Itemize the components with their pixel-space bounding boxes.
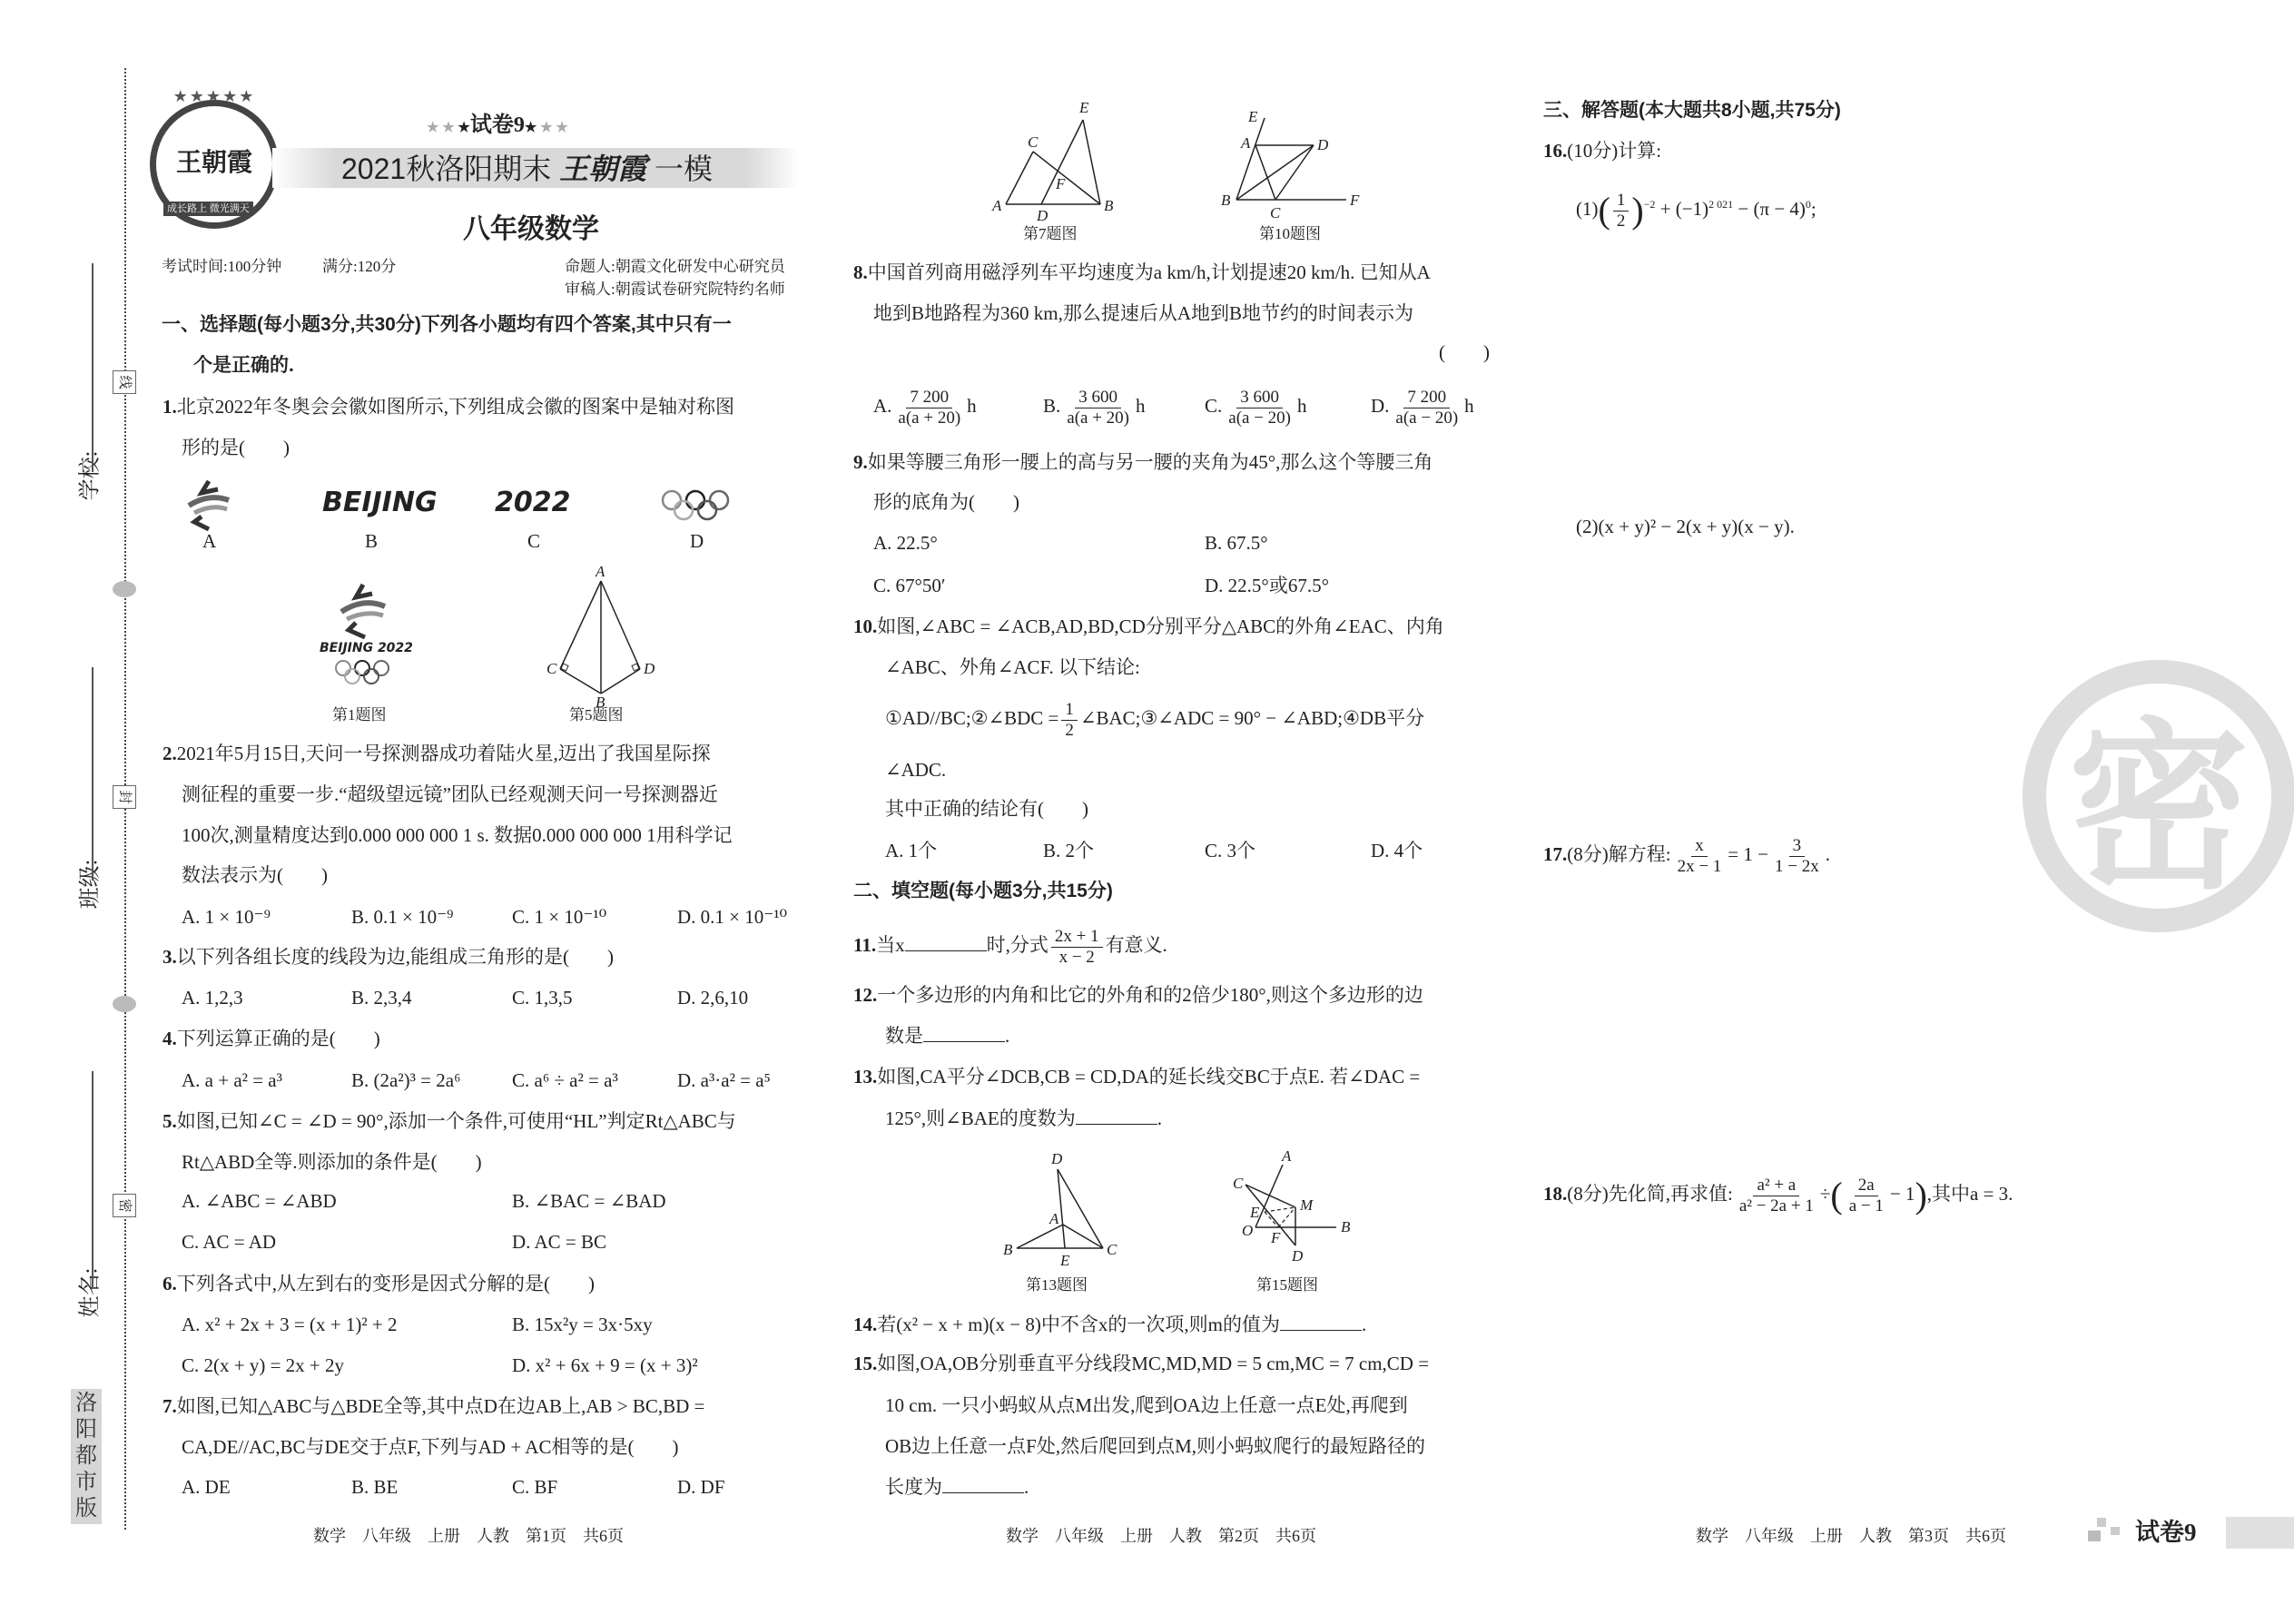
option-d: D. 0.1 × 10⁻¹⁰ bbox=[677, 906, 788, 928]
answer-blank[interactable] bbox=[905, 934, 987, 951]
text-fragment: −2 bbox=[1643, 198, 1656, 211]
text-fragment: 18. bbox=[1543, 1183, 1568, 1205]
binding-ornament-icon bbox=[113, 581, 136, 597]
exam-time: 考试时间:100分钟 bbox=[162, 258, 282, 275]
text-fragment: a² − 2a + 1 bbox=[1738, 1196, 1814, 1216]
question-text: 如果等腰三角形一腰上的高与另一腰的夹角为45°,那么这个等腰三角 bbox=[867, 451, 1433, 473]
question-number: 8. bbox=[853, 261, 868, 283]
text-fragment: 长度为 bbox=[885, 1476, 942, 1498]
question-number: 1. bbox=[162, 396, 177, 418]
option-d: D. x² + 6x + 9 = (x + 3)² bbox=[512, 1354, 698, 1376]
answer-blank[interactable] bbox=[1076, 1107, 1157, 1125]
text-fragment: 7 200 bbox=[1403, 388, 1450, 408]
answer-blank[interactable] bbox=[1280, 1314, 1362, 1331]
text-fragment: (1) bbox=[1576, 198, 1599, 220]
option-b: B. 15x²y = 3x·5xy bbox=[512, 1314, 653, 1335]
text-fragment: 2a bbox=[1855, 1176, 1878, 1196]
question-text: 下列各式中,从左到右的变形是因式分解的是( ) bbox=[176, 1273, 595, 1294]
text-fragment: ; bbox=[1810, 198, 1816, 220]
text-fragment: C. bbox=[1205, 395, 1223, 417]
point-label: C bbox=[1270, 204, 1281, 221]
question-text: 中国首列商用磁浮列车平均速度为a km/h,计划提速20 km/h. 已知从A bbox=[867, 261, 1431, 283]
question-number: 2. bbox=[162, 743, 177, 764]
option-c bbox=[1205, 383, 1307, 428]
series-title bbox=[427, 113, 568, 141]
text-fragment: 12. bbox=[853, 984, 878, 1006]
figure-10-caption: 第10题图 bbox=[1259, 225, 1321, 242]
question-text: 数法表示为( ) bbox=[182, 864, 328, 886]
star-icon: ★ bbox=[458, 121, 470, 135]
text-fragment: D. bbox=[1371, 395, 1390, 417]
text-fragment: B. bbox=[1043, 395, 1061, 417]
emblem-part-b: BEIJING bbox=[322, 487, 438, 518]
text-fragment: 13. bbox=[853, 1066, 878, 1088]
footer-decor-icon bbox=[2111, 1527, 2120, 1535]
text-fragment: 如图,OA,OB分别垂直平分线段MC,MD,MD = 5 cm,MC = 7 cm,CD = bbox=[877, 1353, 1430, 1374]
text-fragment: ÷ bbox=[1819, 1183, 1831, 1205]
text-fragment: a(a − 20) bbox=[1395, 408, 1459, 428]
footer-gray-tab bbox=[2226, 1517, 2294, 1549]
option-c: C. 2(x + y) = 2x + 2y bbox=[182, 1354, 345, 1376]
exam-title-suffix: 一模 bbox=[655, 153, 714, 185]
question-number: 10. bbox=[853, 615, 878, 637]
text-fragment: OB边上任意一点F处,然后爬回到点M,则小蚂蚁爬行的最短路径的 bbox=[885, 1435, 1426, 1457]
question-text: 其中正确的结论有( ) bbox=[885, 798, 1088, 820]
figure-13-caption: 第13题图 bbox=[1026, 1276, 1088, 1294]
option-b: B. 67.5° bbox=[1205, 532, 1268, 554]
question-text: 以下列各组长度的线段为边,能组成三角形的是( ) bbox=[176, 946, 614, 968]
question-number: 3. bbox=[162, 946, 177, 968]
text-fragment: 7 200 bbox=[906, 388, 952, 408]
option-b: B. (2a²)³ = 2a⁶ bbox=[351, 1069, 461, 1091]
text-fragment: 16. bbox=[1543, 140, 1568, 162]
option-c: C. 3个 bbox=[1205, 840, 1256, 861]
question-text: 100次,测量精度达到0.000 000 000 1 s. 数据0.000 000 000 1用科学记 bbox=[182, 824, 733, 846]
olympic-rings-icon bbox=[661, 488, 730, 525]
seal-mark-seal: 封 bbox=[113, 785, 136, 809]
figure-7-caption: 第7题图 bbox=[1023, 225, 1078, 242]
text-fragment: 2x − 1 bbox=[1677, 856, 1722, 876]
text-fragment: a² + a bbox=[1753, 1176, 1799, 1196]
text-fragment: 如图,CA平分∠DCB,CB = CD,DA的延长线交BC于点E. 若∠DAC = bbox=[877, 1066, 1421, 1088]
question-16-part-2: (2)(x + y)² − 2(x + y)(x − y). bbox=[1576, 516, 1795, 537]
school-field[interactable] bbox=[92, 263, 94, 472]
figure-5-caption: 第5题图 bbox=[569, 706, 624, 723]
question-number: 6. bbox=[162, 1273, 177, 1294]
point-label: B bbox=[1104, 197, 1114, 214]
section-2-title: 二、填空题(每小题3分,共15分) bbox=[853, 881, 1113, 901]
class-label: 班级: bbox=[78, 859, 103, 910]
option-d: D. 4个 bbox=[1371, 840, 1423, 861]
point-label: D bbox=[1037, 207, 1049, 222]
figure-10-diagram bbox=[1216, 100, 1371, 222]
text-fragment: 2 021 bbox=[1708, 198, 1734, 211]
text-fragment: 3 600 bbox=[1075, 388, 1121, 408]
option-d: D. AC = BC bbox=[512, 1231, 607, 1253]
point-label: E bbox=[1079, 100, 1089, 116]
question-number: 5. bbox=[162, 1110, 177, 1132]
footer-page-1: 数学 八年级 上册 人教 第1页 共6页 bbox=[313, 1527, 624, 1545]
option-a: A. 22.5° bbox=[873, 532, 938, 554]
question-text: 2021年5月15日,天问一号探测器成功着陆火星,迈出了我国星际探 bbox=[176, 743, 711, 764]
figure-5-diagram bbox=[536, 563, 672, 708]
option-b: B. 2,3,4 bbox=[351, 987, 412, 1009]
option-c: C. a⁶ ÷ a² = a³ bbox=[512, 1069, 618, 1091]
option-c: C. 67°50′ bbox=[873, 575, 946, 596]
point-label: F bbox=[1350, 192, 1360, 209]
option-b: B. 0.1 × 10⁻⁹ bbox=[351, 906, 454, 928]
question-text: 如图,已知∠C = ∠D = 90°,添加一个条件,可使用“HL”判定Rt△ABC与 bbox=[176, 1110, 736, 1132]
emblem-part-c: 2022 bbox=[495, 487, 571, 518]
point-label: D bbox=[1292, 1247, 1304, 1265]
text-fragment: 11. bbox=[853, 934, 877, 956]
option-a bbox=[873, 383, 977, 428]
point-label: M bbox=[1300, 1196, 1314, 1214]
option-a: A. 1个 bbox=[885, 840, 938, 861]
emblem-wordmark: BEIJING 2022 bbox=[320, 641, 413, 655]
text-fragment: x bbox=[1691, 836, 1708, 857]
logo-text: 王朝霞 bbox=[175, 149, 252, 177]
section-3-title: 三、解答题(本大题共8小题,共75分) bbox=[1543, 100, 1841, 121]
option-label-a: A bbox=[202, 530, 217, 552]
answer-blank[interactable] bbox=[942, 1476, 1024, 1493]
seal-mark-line: 线 bbox=[113, 370, 136, 394]
text-fragment: 1 − 2x bbox=[1774, 856, 1819, 876]
figure-7-diagram bbox=[985, 100, 1121, 222]
text-fragment: (8分)解方程: bbox=[1567, 843, 1671, 865]
answer-paren: ( ) bbox=[1439, 341, 1490, 363]
point-label: B bbox=[1003, 1241, 1013, 1258]
logo-ribbon: 成长路上 微光满天 bbox=[163, 202, 253, 216]
point-label: E bbox=[1248, 108, 1258, 125]
question-text: 测征程的重要一步.“超级望远镜”团队已经观测天问一号探测器近 bbox=[182, 783, 718, 805]
watermark-char: 密 bbox=[2067, 710, 2250, 910]
section-1-title: 一、选择题(每小题3分,共30分)下列各小题均有四个答案,其中只有一 bbox=[162, 314, 732, 335]
footer-decor-icon bbox=[2088, 1530, 2101, 1541]
point-label: C bbox=[546, 660, 557, 677]
option-b: B. BE bbox=[351, 1476, 399, 1498]
question-number: 9. bbox=[853, 451, 868, 473]
author: 命题人:朝霞文化研发中心研究员 bbox=[565, 258, 785, 275]
question-18: 18.(8分)先化简,再求值: $\frac{\text{a² + a}}{\text{a² − 2a + 1}}$ ÷( $\frac{2a}{a - 1}$ − 1),其中a = 3. bbox=[1543, 1175, 2013, 1216]
option-a: A. ∠ABC = ∠ABD bbox=[182, 1190, 337, 1212]
figure-15-caption: 第15题图 bbox=[1256, 1276, 1318, 1294]
exam-title-brand: 王朝霞 bbox=[559, 153, 647, 185]
watermark-seal bbox=[2023, 660, 2294, 932]
question-text: ∠ABC、外角∠ACF. 以下结论: bbox=[885, 656, 1140, 678]
point-label: E bbox=[1060, 1252, 1070, 1269]
text-fragment: h bbox=[967, 395, 977, 417]
emblem-part-a-icon bbox=[182, 477, 236, 531]
point-label: A bbox=[596, 563, 605, 580]
star-icon: ★ ★ bbox=[537, 121, 568, 135]
section-1-title-cont: 个是正确的. bbox=[193, 355, 294, 376]
exam-title bbox=[341, 151, 713, 187]
text-fragment: a(a − 20) bbox=[1228, 408, 1292, 428]
text-fragment: 1 bbox=[1613, 191, 1629, 212]
text-fragment: . bbox=[1157, 1107, 1162, 1129]
option-a: A. 1 × 10⁻⁹ bbox=[182, 906, 271, 928]
star-icon: ★ ★ bbox=[427, 121, 458, 135]
question-text: 如图,∠ABC = ∠ACB,AD,BD,CD分别平分△ABC的外角∠EAC、内角 bbox=[877, 615, 1444, 637]
option-b bbox=[1043, 383, 1146, 428]
point-label: D bbox=[644, 660, 655, 677]
question-text: 形的是( ) bbox=[182, 437, 290, 458]
school-label: 学校: bbox=[78, 450, 103, 501]
text-fragment: 1 bbox=[1061, 700, 1078, 721]
point-label: F bbox=[1271, 1229, 1281, 1246]
question-text: 下列运算正确的是( ) bbox=[176, 1028, 380, 1049]
question-text: 北京2022年冬奥会会徽如图所示,下列组成会徽的图案中是轴对称图 bbox=[176, 396, 734, 418]
option-a: A. 1,2,3 bbox=[182, 987, 243, 1009]
option-c: C. AC = AD bbox=[182, 1231, 277, 1253]
class-field[interactable] bbox=[92, 667, 94, 881]
text-fragment: − (π − 4) bbox=[1733, 198, 1806, 220]
full-score: 满分:120分 bbox=[322, 258, 397, 275]
point-label: C bbox=[1028, 133, 1039, 151]
text-fragment: 有意义. bbox=[1105, 934, 1167, 956]
footer-page-3: 数学 八年级 上册 人教 第3页 共6页 bbox=[1696, 1527, 2006, 1545]
option-d bbox=[1371, 383, 1474, 428]
option-label-d: D bbox=[690, 530, 704, 552]
footer-decor-icon bbox=[2097, 1518, 2106, 1527]
option-d: D. 2,6,10 bbox=[677, 987, 749, 1009]
text-fragment: 当x bbox=[876, 934, 905, 956]
point-label: C bbox=[1233, 1175, 1244, 1192]
text-fragment: A. bbox=[873, 395, 892, 417]
option-a: A. a + a² = a³ bbox=[182, 1069, 282, 1091]
text-fragment: + (−1) bbox=[1655, 198, 1709, 220]
text-fragment: a − 1 bbox=[1848, 1196, 1884, 1216]
question-text bbox=[885, 695, 1424, 741]
binding-ornament-icon bbox=[113, 996, 136, 1012]
point-label: B bbox=[1341, 1218, 1351, 1235]
text-fragment: 10 cm. 一只小蚂蚁从点M出发,爬到OA边上任意一点E处,再爬到 bbox=[885, 1394, 1408, 1416]
text-fragment: . bbox=[1024, 1476, 1029, 1498]
point-label: O bbox=[1242, 1222, 1254, 1239]
text-fragment: 时,分式 bbox=[986, 934, 1049, 956]
point-label: E bbox=[1250, 1204, 1260, 1221]
point-label: B bbox=[596, 694, 605, 708]
text-fragment: ,其中a = 3. bbox=[1926, 1183, 2013, 1205]
question-number: 7. bbox=[162, 1395, 177, 1417]
question-text: 地到B地路程为360 km,那么提速后从A地到B地节约的时间表示为 bbox=[873, 302, 1414, 324]
option-label-c: C bbox=[527, 530, 541, 552]
series-label: 试卷9 bbox=[469, 113, 525, 137]
olympic-rings-icon bbox=[334, 659, 390, 688]
question-text: Rt△ABD全等.则添加的条件是( ) bbox=[182, 1151, 482, 1173]
text-fragment: 数是 bbox=[885, 1025, 923, 1047]
option-c: C. 1 × 10⁻¹⁰ bbox=[512, 906, 607, 928]
winter-olympics-emblem-icon bbox=[334, 581, 390, 641]
text-fragment: − 1 bbox=[1889, 1183, 1915, 1205]
question-text: CA,DE//AC,BC与DE交于点F,下列与AD + AC相等的是( ) bbox=[182, 1436, 679, 1458]
text-fragment: 17. bbox=[1543, 843, 1568, 865]
question-number: 4. bbox=[162, 1028, 177, 1049]
option-a: A. x² + 2x + 3 = (x + 1)² + 2 bbox=[182, 1314, 398, 1335]
text-fragment: = 1 − bbox=[1728, 843, 1768, 865]
question-text: 形的底角为( ) bbox=[873, 491, 1019, 513]
option-a: A. DE bbox=[182, 1476, 231, 1498]
option-b: B. 2个 bbox=[1043, 840, 1095, 861]
point-label: D bbox=[1051, 1150, 1063, 1167]
figure-1-caption: 第1题图 bbox=[332, 706, 387, 723]
text-fragment: ①AD//BC;②∠BDC = bbox=[885, 707, 1059, 729]
text-fragment: . bbox=[1361, 1314, 1367, 1335]
exam-title-prefix: 2021秋洛阳期末 bbox=[341, 153, 552, 185]
option-label-b: B bbox=[365, 530, 379, 552]
point-label: D bbox=[1317, 136, 1329, 153]
text-fragment: 3 bbox=[1789, 836, 1806, 857]
text-fragment: 一个多边形的内角和比它的外角和的2倍少180°,则这个多边形的边 bbox=[877, 984, 1423, 1006]
text-fragment: x − 2 bbox=[1058, 947, 1095, 967]
question-17 bbox=[1543, 832, 1830, 877]
text-fragment: 15. bbox=[853, 1353, 878, 1374]
text-fragment: . bbox=[1825, 843, 1830, 865]
point-label: C bbox=[1107, 1241, 1117, 1258]
reviewer: 审稿人:朝霞试卷研究院特约名师 bbox=[565, 281, 785, 298]
question-text: ∠ADC. bbox=[885, 759, 947, 781]
text-fragment: 2 bbox=[1616, 211, 1626, 231]
answer-blank[interactable] bbox=[923, 1025, 1005, 1042]
figure-15-diagram bbox=[1226, 1148, 1362, 1271]
text-fragment: h bbox=[1464, 395, 1474, 417]
footer-page-2: 数学 八年级 上册 人教 第2页 共6页 bbox=[1006, 1527, 1316, 1545]
point-label: B bbox=[1221, 192, 1231, 209]
point-label: A bbox=[1241, 134, 1251, 152]
logo-stars-icon: ★★★★★ bbox=[172, 87, 256, 105]
seal-mark-secret: 密 bbox=[113, 1194, 136, 1217]
text-fragment: a(a + 20) bbox=[898, 408, 961, 428]
text-fragment: (8分)先化简,再求值: bbox=[1567, 1183, 1733, 1205]
name-label: 姓名: bbox=[78, 1267, 103, 1318]
text-fragment: 2 bbox=[1065, 720, 1074, 740]
subject-title: 八年级数学 bbox=[463, 214, 599, 244]
text-fragment: h bbox=[1297, 395, 1307, 417]
text-fragment: 0 bbox=[1805, 198, 1811, 211]
question-11 bbox=[853, 922, 1167, 968]
footer-series-label: 试卷9 bbox=[2135, 1519, 2197, 1546]
name-field[interactable] bbox=[92, 1071, 94, 1289]
text-fragment: h bbox=[1136, 395, 1146, 417]
text-fragment: ∠BAC;③∠ADC = 90° − ∠ABD;④DB平分 bbox=[1079, 707, 1425, 729]
point-label: A bbox=[992, 197, 1002, 214]
question-text: 如图,已知△ABC与△BDE全等,其中点D在边AB上,AB > BC,BD = bbox=[176, 1395, 705, 1417]
point-label: A bbox=[1282, 1148, 1292, 1165]
question-16-part-1: (1)( $\frac{1}{2}$ )$^{-2} + (-1)^{2 021} - (\pi - 4)^0$; bbox=[1576, 190, 1816, 231]
point-label: A bbox=[1049, 1210, 1059, 1227]
option-d: D. a³·a² = a⁵ bbox=[677, 1069, 771, 1091]
text-fragment: 3 600 bbox=[1236, 388, 1283, 408]
text-fragment: 2x + 1 bbox=[1051, 927, 1103, 948]
star-icon: ★ bbox=[524, 121, 537, 135]
text-fragment: . bbox=[1005, 1025, 1010, 1047]
edition-badge: 洛阳都市版 bbox=[71, 1389, 102, 1524]
text-fragment: 若(x² − x + m)(x − 8)中不含x的一次项,则m的值为 bbox=[877, 1314, 1280, 1335]
text-fragment: (10分)计算: bbox=[1567, 140, 1662, 162]
option-d: D. 22.5°或67.5° bbox=[1205, 575, 1329, 596]
text-fragment: 125°,则∠BAE的度数为 bbox=[885, 1107, 1076, 1129]
figure-13-diagram bbox=[999, 1144, 1126, 1271]
text-fragment: a(a + 20) bbox=[1067, 408, 1130, 428]
question-14 bbox=[853, 1312, 1366, 1337]
option-c: C. BF bbox=[512, 1476, 558, 1498]
text-fragment: 14. bbox=[853, 1314, 878, 1335]
point-label: F bbox=[1056, 175, 1066, 192]
option-c: C. 1,3,5 bbox=[512, 987, 573, 1009]
option-b: B. ∠BAC = ∠BAD bbox=[512, 1190, 666, 1212]
option-d: D. DF bbox=[677, 1476, 725, 1498]
